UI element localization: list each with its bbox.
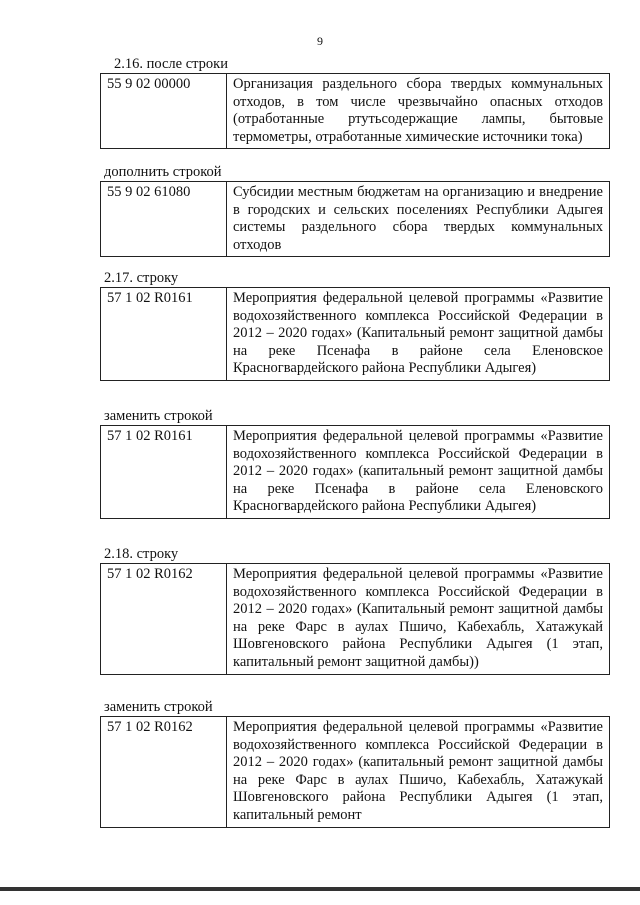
table-row — [101, 717, 610, 828]
section-heading: заменить строкой — [104, 408, 213, 424]
amendment-section-2-18 — [100, 546, 610, 675]
table-row — [101, 564, 610, 675]
budget-code-cell: 57 1 02 R0162 — [101, 717, 227, 828]
description-cell: Мероприятия федеральной целевой программы «Развитие водохозяйственного комплекса Российской Федерации в 2012 – 2020 годах» (Капитальный ремонт защитной дамбы на реке Фарс в аулах Пшичо, Кабехабль, Хатажукай Шовгеновского района Республики Адыгея (1 этап, капитальный ремонт защитной дамбы)) — [227, 564, 610, 675]
budget-code-cell: 57 1 02 R0161 — [101, 426, 227, 519]
budget-code-table — [100, 425, 610, 519]
table-row — [101, 426, 610, 519]
section-heading: 2.16. после строки — [114, 56, 228, 72]
description-cell: Субсидии местным бюджетам на организацию и внедрение в городских и сельских поселениях Республики Адыгея системы раздельного сбора твердых коммунальных отходов — [227, 182, 610, 257]
amendment-section-replace-2-17 — [100, 408, 610, 519]
page-bottom-rule — [0, 887, 640, 891]
amendment-section-replace-2-18 — [100, 699, 610, 829]
budget-code-table — [100, 287, 610, 381]
page-number: 9 — [317, 34, 323, 48]
description-cell: Мероприятия федеральной целевой программы «Развитие водохозяйственного комплекса Российской Федерации в 2012 – 2020 годах» (капитальный ремонт защитной дамбы на реке Фарс в аулах Пшичо, Кабехабль, Хатажукай Шовгеновского района Республики Адыгея (1 этап, капитальный ремонт — [227, 717, 610, 828]
budget-code-cell: 57 1 02 R0161 — [101, 288, 227, 381]
budget-code-table — [100, 73, 610, 149]
budget-code-table — [100, 716, 610, 828]
budget-code-table — [100, 181, 610, 257]
description-cell: Мероприятия федеральной целевой программы «Развитие водохозяйственного комплекса Российской Федерации в 2012 – 2020 годах» (капитальный ремонт защитной дамбы на реке Псенафа в районе села Еленовского Красногвардейского района Республики Адыгея) — [227, 426, 610, 519]
section-heading: 2.17. строку — [104, 270, 179, 286]
budget-code-cell: 55 9 02 00000 — [101, 74, 227, 149]
budget-code-cell: 57 1 02 R0162 — [101, 564, 227, 675]
table-row — [101, 182, 610, 257]
table-row — [101, 288, 610, 381]
table-row — [101, 74, 610, 149]
description-cell: Мероприятия федеральной целевой программы «Развитие водохозяйственного комплекса Российской Федерации в 2012 – 2020 годах» (Капитальный ремонт защитной дамбы на реке Псенафа в районе села Еленовское Красногвардейского района Республики Адыгея) — [227, 288, 610, 381]
budget-code-cell: 55 9 02 61080 — [101, 182, 227, 257]
amendment-section-2-17 — [100, 270, 610, 381]
section-heading: заменить строкой — [104, 699, 213, 715]
section-heading: 2.18. строку — [104, 546, 179, 562]
amendment-section-add-row — [100, 164, 610, 257]
budget-code-table — [100, 563, 610, 675]
amendment-section-2-16 — [100, 56, 610, 149]
description-cell: Организация раздельного сбора твердых коммунальных отходов, в том числе чрезвычайно опасных отходов (отработанные ртутьсодержащие лампы, бытовые термометры, отработанные химические источники тока) — [227, 74, 610, 149]
section-heading: дополнить строкой — [104, 164, 222, 180]
